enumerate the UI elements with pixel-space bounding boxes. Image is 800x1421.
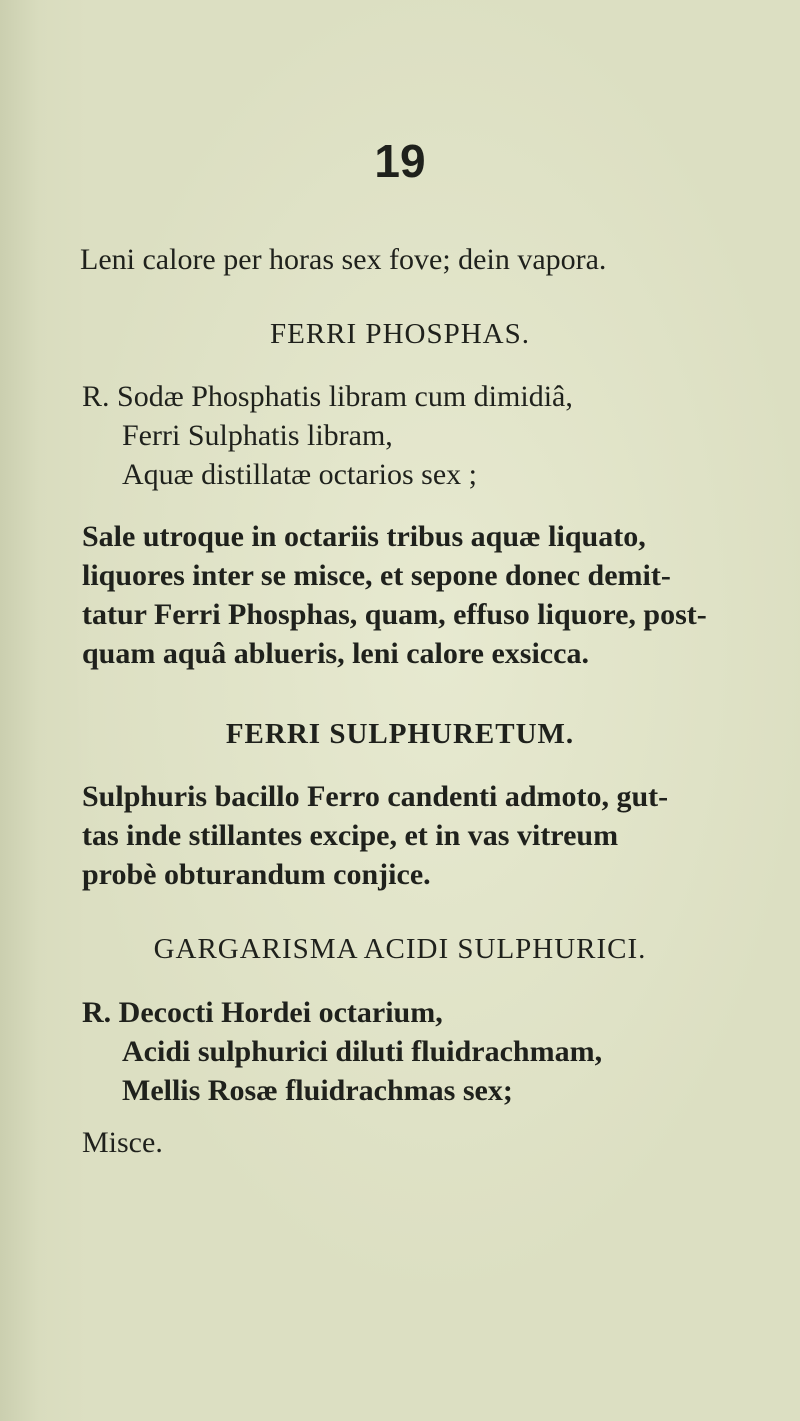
body-line: liquores inter se misce, et sepone donec demit- [82,559,671,592]
intro-line: Leni calore per horas sex fove; dein vapora. [80,243,607,276]
body-line: Sale utroque in octariis tribus aquæ liquato, [82,520,646,553]
closing-line: Misce. [82,1126,163,1159]
section-heading-ferri-sulphuretum: FERRI SULPHURETUM. [225,718,575,750]
section-heading-gargarisma: GARGARISMA ACIDI SULPHURICI. [153,933,647,965]
recipe-line: R. Decocti Hordei octarium, [82,996,443,1029]
recipe-line: Aquæ distillatæ octarios sex ; [122,458,477,491]
recipe-line: Ferri Sulphatis libram, [122,419,393,452]
section-heading-ferri-phosphas: FERRI PHOSPHAS. [270,318,530,350]
body-line: quam aquâ ablueris, leni calore exsicca. [82,637,589,670]
recipe-line: Mellis Rosæ fluidrachmas sex; [122,1074,513,1107]
body-line: tas inde stillantes excipe, et in vas vitreum [82,819,619,852]
page-number: 19 [374,135,426,187]
recipe-line: R. Sodæ Phosphatis libram cum dimidiâ, [82,380,573,413]
body-line: probè obturandum conjice. [82,858,431,891]
recipe-line: Acidi sulphurici diluti fluidrachmam, [122,1035,603,1068]
body-line: Sulphuris bacillo Ferro candenti admoto, gut- [82,780,669,813]
body-line: tatur Ferri Phosphas, quam, effuso liquore, post- [82,598,707,631]
